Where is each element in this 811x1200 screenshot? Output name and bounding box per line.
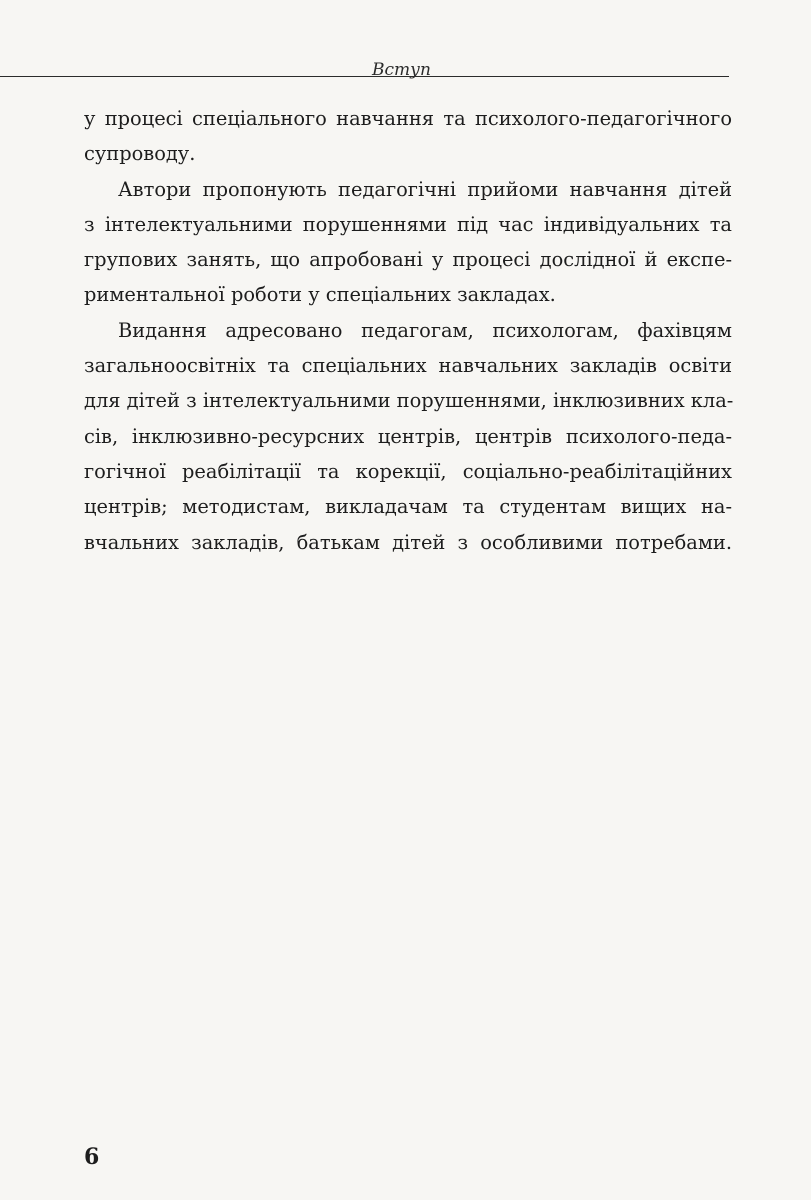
body-line: вчальних закладів, батькам дітей з особливими потребами. xyxy=(84,530,732,554)
body-line: у процесі спеціального навчання та психолого-педагогічного xyxy=(84,107,732,130)
body-line: Автори пропонують педагогічні прийоми навчання дітей xyxy=(118,177,732,201)
body-line: риментальної роботи у спеціальних закладах. xyxy=(84,283,556,307)
body-line: сів, інклюзивно-ресурсних центрів, центрів психолого-педа- xyxy=(84,424,732,448)
running-header-title: Вступ xyxy=(372,60,431,80)
body-line: центрів; методистам, викладачам та студентам вищих на- xyxy=(84,495,732,519)
body-line: для дітей з інтелектуальними порушеннями, інклюзивних кла- xyxy=(84,389,734,413)
body-line: супроводу. xyxy=(84,142,196,166)
body-line: з інтелектуальними порушеннями під час індивідуальних та xyxy=(84,212,732,236)
body-line: гогічної реабілітації та корекції, соціально-реабілітаційних xyxy=(84,459,732,483)
body-text xyxy=(84,101,732,560)
header-rule xyxy=(0,76,729,77)
body-line: групових занять, що апробовані у процесі дослідної й експе- xyxy=(84,248,732,272)
body-line: Видання адресовано педагогам, психологам, фахівцям xyxy=(118,318,732,342)
page-number: 6 xyxy=(84,1144,100,1170)
body-line: загальноосвітніх та спеціальних навчальних закладів освіти xyxy=(84,354,732,378)
